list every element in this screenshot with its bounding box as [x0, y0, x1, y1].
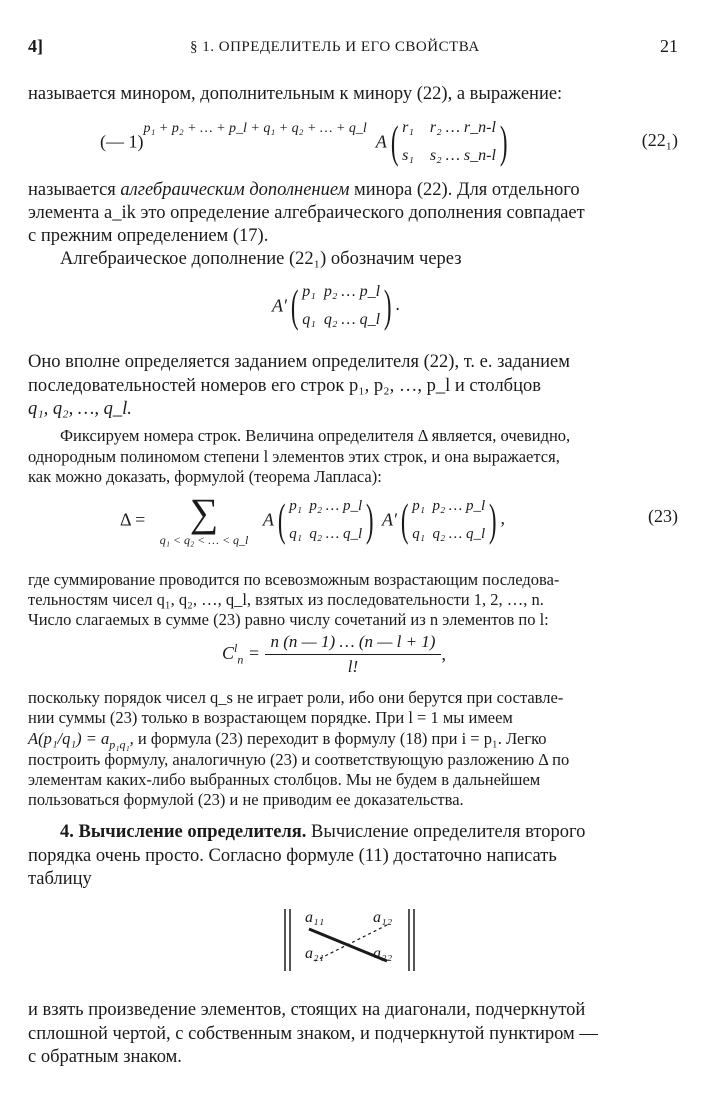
text-line: элемента a_ik это определение алгебраического дополнения совпадает	[28, 203, 585, 223]
fraction-denominator: l!	[347, 657, 359, 676]
text-line: последовательностей номеров его строк p₁, p₂, …, p_l и столбцов	[28, 376, 541, 396]
text-run: называется	[28, 180, 121, 200]
text-run: минора (22). Для отдельного	[349, 180, 580, 200]
text-line: с прежним определением (17).	[28, 226, 269, 246]
element-a11: a₁₁	[305, 909, 325, 926]
element-a12: a₁₂	[373, 909, 393, 926]
text-line: Число слагаемых в сумме (23) равно числу сочетаний из n элементов по l:	[28, 610, 549, 629]
subsection-heading: 4. Вычисление определителя.	[60, 822, 307, 842]
text-line: тельностям чисел q₁, q₂, …, q_l, взятых из последовательности 1, 2, …, n.	[28, 590, 544, 609]
formula-22-1: (— 1)$^{p_1 + p_2 + \dots + p\_l + q_1 + q_2 + \dots + q\_l}$ A( r₁ r₂ … r_n-l s₁ s₂ … s_n-l )	[100, 116, 508, 167]
running-title: § 1. ОПРЕДЕЛИТЕЛЬ И ЕГО СВОЙСТВА	[190, 39, 480, 55]
text-line: Оно вполне определяется заданием определителя (22), т. е. заданием	[28, 352, 570, 372]
determinant-lines	[283, 905, 418, 975]
section-number: 4]	[28, 36, 43, 56]
fraction-numerator: n (n — 1) … (n — l + 1)	[265, 632, 442, 655]
text-line: элементам каких-либо выбранных столбцов. Мы не будем в дальнейшем	[28, 770, 541, 789]
text-line	[28, 729, 678, 752]
element-a22: a₂₂	[373, 945, 393, 962]
text-line: где суммирование проводится по всевозможным возрастающим последова-	[28, 570, 560, 589]
text-line: пользоваться формулой (23) и не приводим ее доказательства.	[28, 790, 464, 809]
text-line: нии суммы (23) только в возрастающем порядке. При l = 1 мы имеем	[28, 708, 513, 727]
text-line	[28, 180, 678, 201]
text-line: однородным полиномом степени l элементов этих строк, и она выражается,	[28, 447, 560, 466]
determinant-table	[283, 905, 418, 975]
formula-complement: A′( p₁ p₂ … p_l q₁ q₂ … q_l ) .	[272, 280, 400, 331]
emphasis-term: алгебраическим дополнением	[120, 180, 350, 200]
text-line: называется минором, дополнительным к минору (22), а выражение:	[28, 84, 563, 104]
text-line: q₁, q₂, …, q_l.	[28, 399, 132, 419]
equation-number: (22₁)	[641, 130, 678, 150]
text-line: с обратным знаком.	[28, 1047, 182, 1067]
inline-math: $A(p_1/q_1) = a_{p_1q_1}$,	[28, 729, 138, 752]
text-run: Вычисление определителя второго	[306, 822, 586, 842]
text-line	[60, 822, 708, 843]
equation-number: (23)	[648, 506, 678, 526]
text-line: построить формулу, аналогичную (23) и соответствующую разложению Δ по	[28, 750, 570, 769]
text-run: и формула (23) переходит в формулу (18) при i = p₁. Легко	[137, 729, 547, 748]
text-line: поскольку порядок чисел q_s не играет роли, ибо они берутся при составле-	[28, 688, 564, 707]
text-line: сплошной чертой, с собственным знаком, и подчеркнутой пунктиром —	[28, 1024, 598, 1044]
text-line: Алгебраическое дополнение (22₁) обозначим через	[60, 249, 462, 269]
page-number: 21	[660, 36, 678, 56]
text-line: как можно доказать, формулой (теорема Лапласа):	[28, 467, 382, 486]
formula-23: Δ = ∑ q₁ < q₂ < … < q_l A( p₁ p₂ … p_l q₁ q₂ … q_l ) A′( p₁ p₂ … p_l q₁ q₂ … q_l ) ,	[120, 489, 505, 547]
text-line: Фиксируем номера строк. Величина определителя Δ является, очевидно,	[60, 426, 571, 445]
text-line: порядка очень просто. Согласно формуле (11) достаточно написать	[28, 846, 557, 866]
text-line: и взять произведение элементов, стоящих на диагонали, подчеркнутой	[28, 1000, 586, 1020]
formula-combinations: $C^l_n$ = $\frac{n (n — 1) \dots (n — l + 1)}{l!}$ ,	[222, 632, 446, 676]
element-a21: a₂₁	[305, 945, 325, 962]
text-line: таблицу	[28, 869, 92, 889]
